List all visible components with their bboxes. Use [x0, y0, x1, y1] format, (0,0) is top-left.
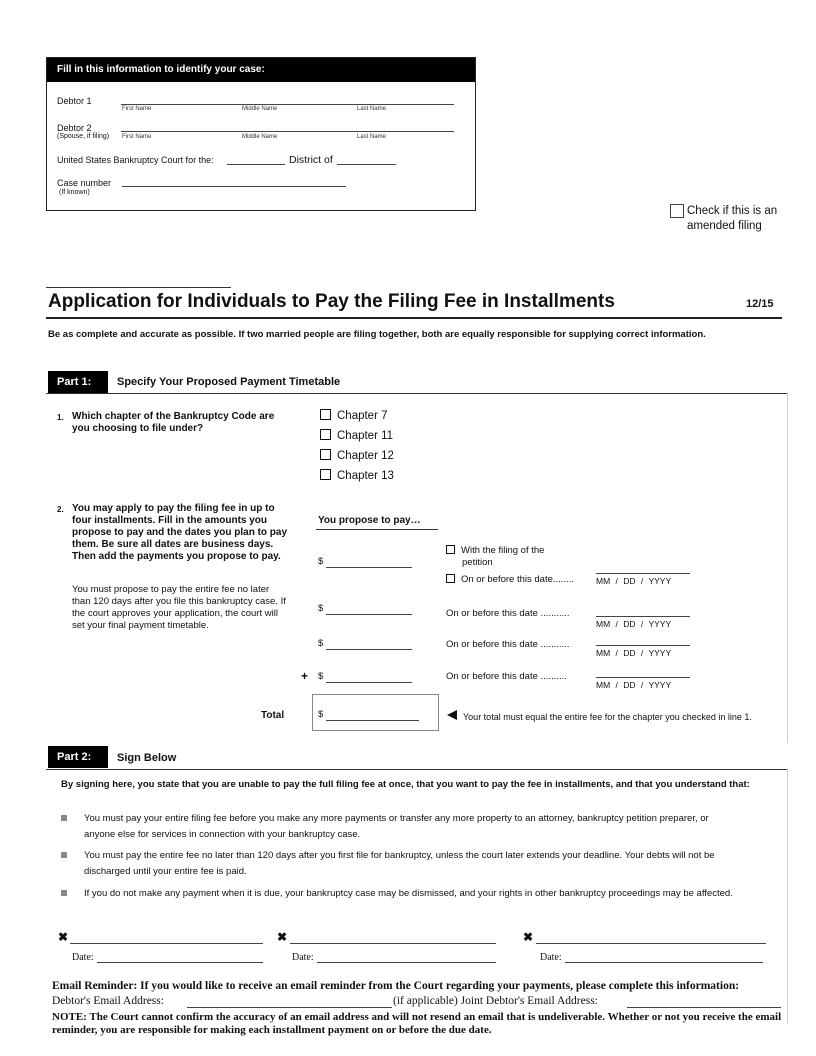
debtor2-first-name-caption: First Name — [122, 134, 152, 140]
part1-tag: Part 1: — [48, 371, 108, 393]
chapter-11-checkbox[interactable] — [320, 429, 331, 440]
with-filing-label: With the filing of the — [461, 545, 545, 556]
debtor1-first-name-caption: First Name — [122, 106, 152, 112]
you-propose-rule — [316, 529, 438, 530]
part1-title: Specify Your Proposed Payment Timetable — [117, 376, 341, 388]
part2-intro: By signing here, you state that you are unable to pay the full filing fee at once, that you want to pay the fee in installments, and that you understand that: — [61, 779, 750, 790]
total-label: Total — [261, 710, 285, 721]
debtor1-date-label: Date: — [72, 952, 94, 963]
debtor1-sign-mark: ✖ — [58, 930, 69, 944]
payment2-dollar: $ — [318, 603, 324, 614]
payment4-date-field[interactable] — [596, 677, 690, 678]
case-number-sub-label: (If known) — [59, 189, 90, 196]
case-number-field[interactable] — [122, 186, 346, 187]
you-propose-heading: You propose to pay… — [318, 515, 421, 526]
debtor2-date-field[interactable] — [317, 962, 496, 963]
q2-number: 2. — [57, 505, 64, 514]
form-title: Application for Individuals to Pay the Filing Fee in Installments — [48, 291, 615, 312]
chapter-11-label: Chapter 11 — [337, 430, 394, 442]
payment3-date-field[interactable] — [596, 645, 690, 646]
title-rule — [46, 317, 782, 319]
on-or-before-option[interactable] — [446, 574, 574, 585]
amended-filing-label — [687, 204, 777, 234]
part2-tag: Part 2: — [48, 746, 108, 768]
q1-text: Which chapter of the Bankruptcy Code are you choosing to file under? — [72, 411, 275, 434]
email-reminder-heading: Email Reminder: — [52, 980, 138, 992]
chapter-11-option[interactable] — [320, 429, 393, 442]
with-filing-checkbox[interactable] — [446, 545, 455, 554]
debtor2-sign-mark: ✖ — [277, 930, 288, 944]
total-dollar: $ — [318, 709, 324, 720]
total-box — [312, 694, 439, 731]
attorney-sign-mark: ✖ — [523, 930, 534, 944]
payment2-date-format: MM / DD / YYYY — [596, 619, 672, 629]
payment1-date-format: MM / DD / YYYY — [596, 576, 672, 586]
case-number-label: Case number — [57, 178, 112, 188]
chapter-7-label: Chapter 7 — [337, 410, 388, 422]
debtor-email-field[interactable] — [187, 1007, 392, 1008]
payment2-date-field[interactable] — [596, 616, 690, 617]
debtor1-signature-field[interactable] — [70, 943, 263, 944]
plus-sign: + — [301, 669, 309, 683]
payment3-date-label: On or before this date ........... — [446, 639, 570, 650]
payment3-dollar: $ — [318, 638, 324, 649]
part1-right-border — [787, 393, 788, 743]
debtor2-signature-field[interactable] — [290, 943, 496, 944]
part2-bullet-3: If you do not make any payment when it is due, your bankruptcy case may be dismissed, and your rights in other bankruptcy proceedings may be affected. — [84, 888, 733, 899]
attorney-date-label: Date: — [540, 952, 562, 963]
chapter-7-checkbox[interactable] — [320, 409, 331, 420]
chapter-13-label: Chapter 13 — [337, 470, 394, 482]
court-state-field[interactable] — [227, 164, 285, 165]
district-label: District of — [289, 154, 333, 166]
part2-bullet-2: You must pay the entire fee no later than 120 days after you first file for bankruptcy, unless the court later extends your deadline. Your debts will not be discharged until your entire fee is paid. — [84, 850, 715, 877]
email-reminder — [52, 979, 792, 993]
payment3-date-format: MM / DD / YYYY — [596, 648, 672, 658]
debtor2-middle-name-caption: Middle Name — [242, 134, 278, 140]
debtor-email-label: Debtor's Email Address: — [52, 995, 164, 1007]
case-info-header: Fill in this information to identify your case: — [47, 58, 475, 82]
debtor1-last-name-caption: Last Name — [357, 106, 387, 112]
payment1-date-field[interactable] — [596, 573, 690, 574]
bullet-2-icon — [61, 852, 67, 858]
debtor1-middle-name-caption: Middle Name — [242, 106, 278, 112]
joint-email-label: (if applicable) Joint Debtor's Email Address: — [393, 995, 598, 1007]
chapter-12-label: Chapter 12 — [337, 450, 394, 462]
amended-label-line1: Check if this is an — [687, 205, 778, 217]
attorney-date-field[interactable] — [565, 962, 763, 963]
q2-text: You may apply to pay the filing fee in up to four installments. Fill in the amounts you propose to pay and the dates you plan to pay them. Be sure all dates are business days. Then add the payments you propose to pay. — [72, 503, 288, 562]
payment4-date-label: On or before this date .......... — [446, 671, 567, 682]
chapter-7-option[interactable] — [320, 409, 388, 422]
bullet-3-icon — [61, 890, 67, 896]
total-arrow-icon — [447, 710, 457, 720]
on-or-before-checkbox[interactable] — [446, 574, 455, 583]
payment1-amount-field[interactable] — [326, 567, 412, 568]
payment4-date-format: MM / DD / YYYY — [596, 680, 672, 690]
amended-label-line2: amended filing — [687, 220, 762, 232]
joint-email-field[interactable] — [627, 1007, 781, 1008]
chapter-13-option[interactable] — [320, 469, 394, 482]
form-intro: Be as complete and accurate as possible. If two married people are filing together, both are equally responsible for supplying correct information. — [48, 329, 706, 340]
form-version: 12/15 — [746, 298, 774, 310]
q2-note: You must propose to pay the entire fee no later than 120 days after you file this bankruptcy case. If the court approves your application, the court will set your final payment timetable. — [72, 584, 286, 631]
debtor1-label: Debtor 1 — [57, 96, 92, 106]
total-note: Your total must equal the entire fee for the chapter you checked in line 1. — [463, 712, 752, 722]
bullet-1-icon — [61, 815, 67, 821]
debtor2-date-label: Date: — [292, 952, 314, 963]
payment4-dollar: $ — [318, 671, 324, 682]
payment2-amount-field[interactable] — [326, 614, 412, 615]
payment3-amount-field[interactable] — [326, 649, 412, 650]
payment2-date-label: On or before this date ........... — [446, 608, 570, 619]
with-filing-label-2: petition — [462, 557, 493, 568]
email-note: NOTE: The Court cannot confirm the accuracy of an email address and will not resend an email that is undeliverable. Whether or not you receive the email reminder, you are responsible for making each installment payment on or before the due date. — [52, 1011, 782, 1036]
chapter-12-checkbox[interactable] — [320, 449, 331, 460]
part2-bullet-1: You must pay your entire filing fee before you make any more payments or transfer any more property to an attorney, bankruptcy petition preparer, or anyone else for services in connection with your bankruptcy case. — [84, 813, 709, 840]
payment1-dollar: $ — [318, 556, 324, 567]
on-or-before-checkbox-label: On or before this date........ — [461, 574, 575, 585]
debtor2-sub-label: (Spouse, if filing) — [57, 133, 110, 140]
debtor2-name-field[interactable] — [121, 131, 454, 132]
payment4-amount-field[interactable] — [326, 682, 412, 683]
part1-rule — [46, 393, 788, 394]
debtor1-date-field[interactable] — [97, 962, 263, 963]
with-filing-option[interactable] — [446, 545, 544, 569]
debtor2-last-name-caption: Last Name — [357, 134, 387, 140]
part2-rule — [46, 769, 788, 770]
debtor2-label: Debtor 2 — [57, 123, 92, 133]
attorney-signature-field[interactable] — [536, 943, 766, 944]
total-amount-field[interactable] — [326, 720, 419, 721]
form-number-rule — [46, 287, 231, 288]
chapter-13-checkbox[interactable] — [320, 469, 331, 480]
chapter-12-option[interactable] — [320, 449, 394, 462]
district-field[interactable] — [337, 164, 396, 165]
email-reminder-text: If you would like to receive an email reminder from the Court regarding your payments, please complete this information: — [140, 980, 740, 992]
amended-filing-checkbox[interactable] — [670, 204, 684, 218]
debtor1-name-field[interactable] — [121, 104, 454, 105]
q1-number: 1. — [57, 413, 64, 422]
court-label: United States Bankruptcy Court for the: — [57, 155, 214, 165]
part2-title: Sign Below — [117, 752, 177, 764]
